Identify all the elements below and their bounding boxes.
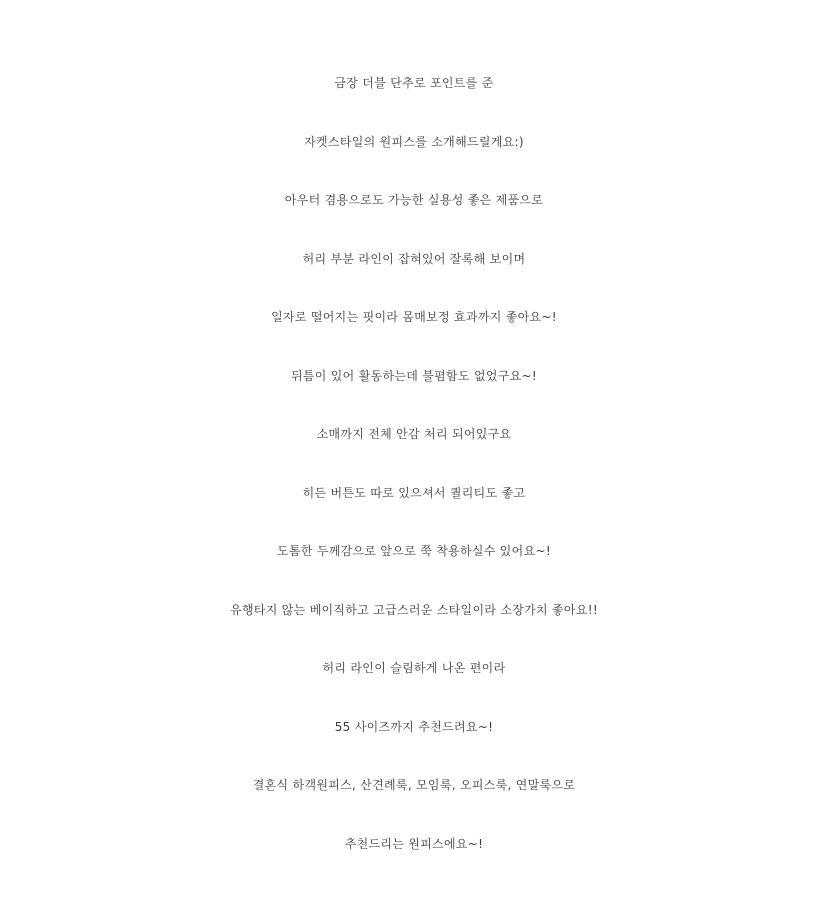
description-line: 금장 더블 단추로 포인트를 준 — [334, 76, 494, 90]
description-line: 55 사이즈까지 추천드려요~! — [334, 719, 494, 734]
product-description — [0, 54, 828, 873]
description-line: 소매까지 전체 안감 처리 되어있구요 — [316, 427, 512, 441]
description-line: 결혼식 하객원피스, 산견례룩, 모임룩, 오피스룩, 연말룩으로 — [252, 778, 576, 792]
description-line: 허리 부분 라인이 잡혀있어 잘록해 보이며 — [302, 251, 526, 266]
description-line: 도톰한 두께감으로 앞으로 쭉 착용하실수 있어요~! — [277, 544, 551, 558]
description-line: 자켓스타일의 원피스를 소개해드릴게요:) — [304, 134, 524, 149]
description-line: 뒤틈이 있어 활동하는데 불폄함도 없었구요~! — [291, 368, 537, 383]
description-line: 히든 버튼도 따로 있으셔서 퀄리티도 좋고 — [302, 485, 526, 500]
description-line: 허리 라인이 슬림하게 나온 편이라 — [322, 661, 506, 675]
description-line: 추천드리는 원피스에요~! — [344, 836, 484, 851]
description-line: 일자로 떨어지는 핏이라 몸매보정 효과까지 좋아요~! — [271, 310, 557, 324]
description-line: 아우터 겸용으로도 가능한 실용성 좋은 제품으로 — [284, 193, 544, 207]
description-line: 유행타지 않는 베이직하고 고급스러운 스타일이라 소장가치 좋아요!! — [230, 602, 598, 617]
